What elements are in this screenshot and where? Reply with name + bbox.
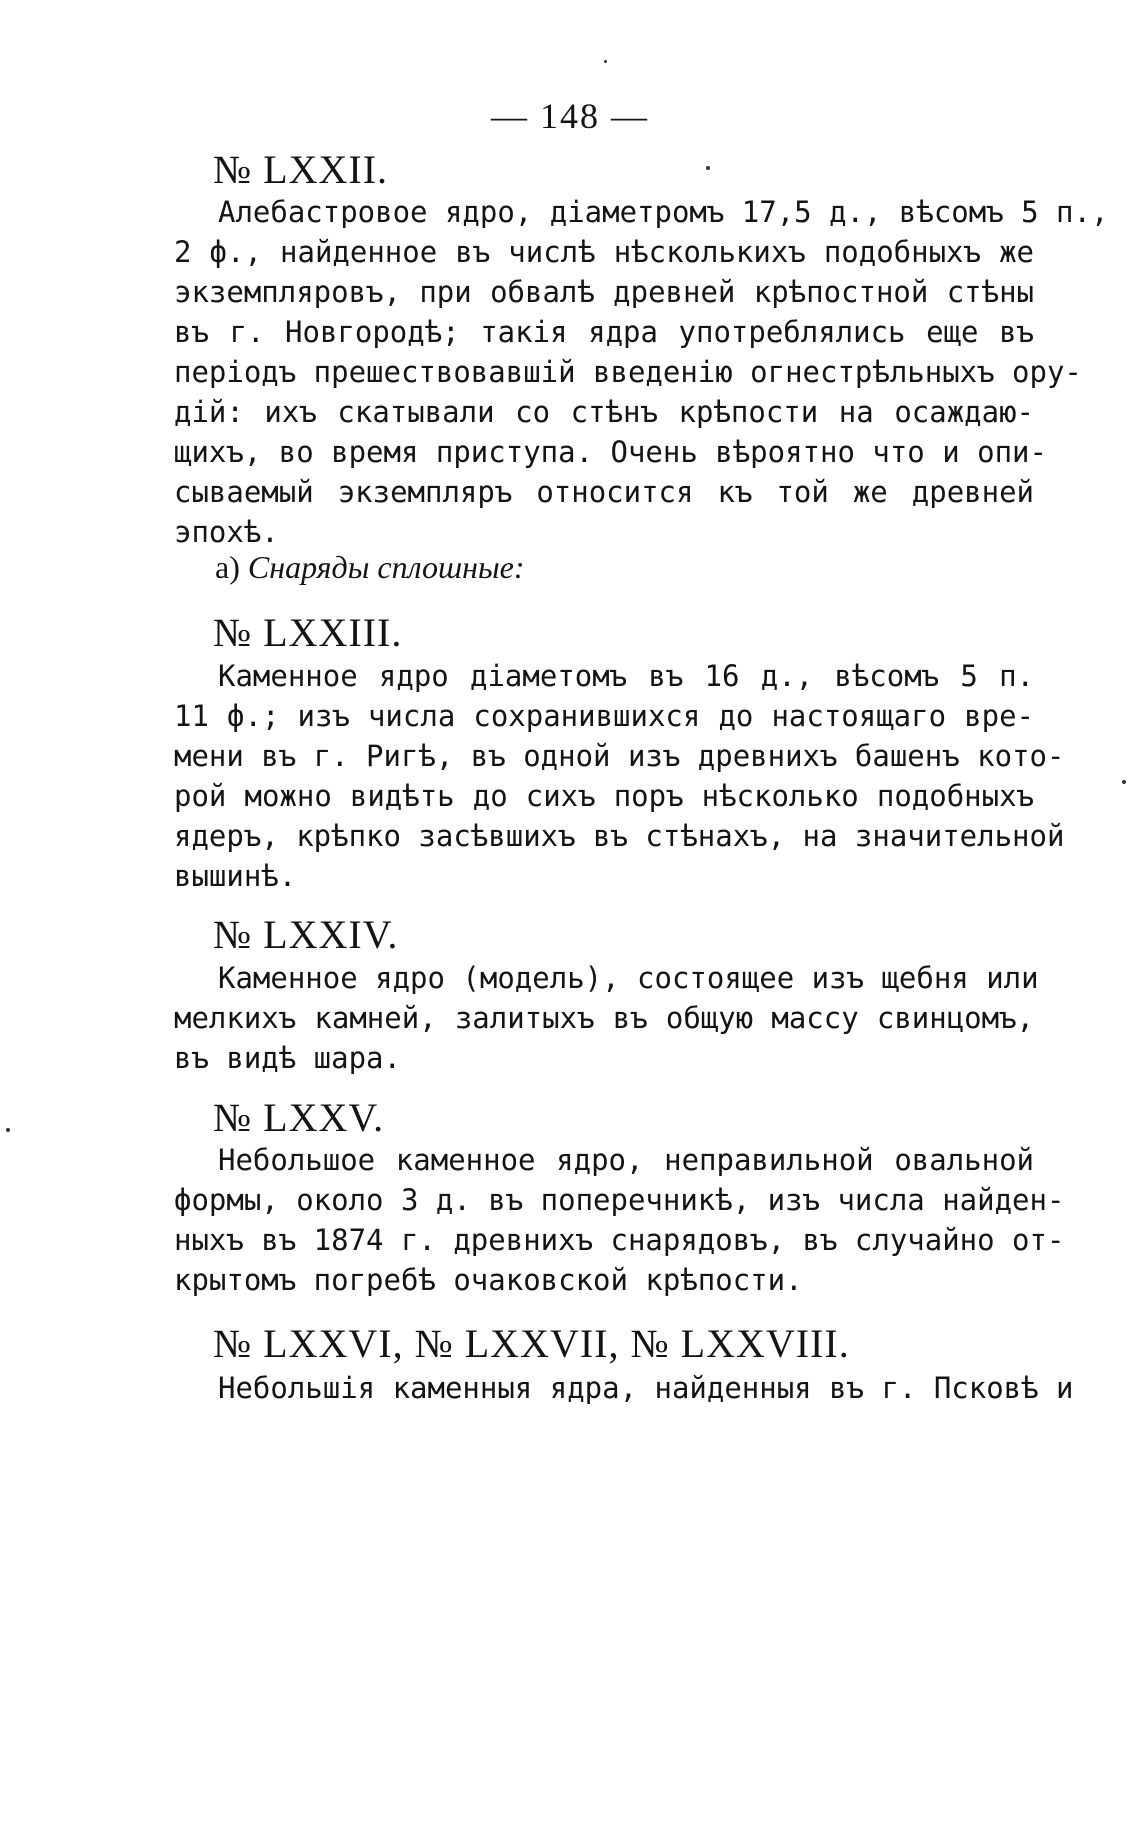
entry-lxxii-line: сываемый экземпляръ относится къ той же древней [174, 475, 1034, 509]
entry-lxxii-line: щихъ, во время приступа. Очень вѣроятно что и опи- [174, 435, 1047, 469]
scan-speck [604, 60, 607, 63]
entry-lxxv-line: формы, около 3 д. въ поперечникѣ, изъ числа найден- [174, 1183, 1065, 1217]
entry-lxxii-line: Алебастровое ядро, діаметромъ 17,5 д., вѣсомъ 5 п., [218, 195, 1109, 229]
entry-lxxiii-line: мени въ г. Ригѣ, въ одной изъ древнихъ башенъ кото- [174, 739, 1065, 773]
subheading-text: Снаряды сплошные: [247, 549, 525, 585]
entry-title-lxxii: № LXXII. [213, 147, 389, 192]
entry-lxxiv-line: въ видѣ шара. [174, 1041, 401, 1075]
entry-lxxii-line: эпохѣ. [174, 515, 279, 549]
page-number: — 148 — [491, 96, 649, 136]
entry-lxxiii-line: Каменное ядро діаметомъ въ 16 д., вѣсомъ 5 п. [218, 659, 1034, 693]
entry-lxxiii-line: ядеръ, крѣпко засѣвшихъ въ стѣнахъ, на значительной [174, 819, 1065, 853]
scan-speck [6, 1128, 10, 1132]
entry-title-lxxv: № LXXV. [213, 1095, 385, 1140]
entry-lxxiv-line: мелкихъ камней, залитыхъ въ общую массу свинцомъ, [174, 1001, 1034, 1035]
entry-title-lxxvi-lxxviii: № LXXVI, № LXXVII, № LXXVIII. [213, 1321, 850, 1366]
entry-lxxiii-line: вышинѣ. [174, 859, 297, 893]
entry-title-lxxiii: № LXXIII. [213, 610, 403, 655]
entry-lxxii-line: 2 ф., найденное въ числѣ нѣсколькихъ подобныхъ же [174, 235, 1034, 269]
entry-lxxiii-line: 11 ф.; изъ числа сохранившихся до настоящаго вре- [174, 699, 1034, 733]
scan-speck [1122, 780, 1126, 784]
subheading-prefix: а) [215, 549, 240, 585]
entry-lxxv-line: Небольшое каменное ядро, неправильной овальной [218, 1143, 1034, 1177]
entry-lxxii-line: періодъ прешествовавшій введенію огнестрѣльныхъ ору- [174, 355, 1082, 389]
entry-lxxv-line: ныхъ въ 1874 г. древнихъ снарядовъ, въ случайно от- [174, 1223, 1065, 1257]
scan-speck [706, 166, 710, 170]
entry-title-lxxiv: № LXXIV. [213, 912, 399, 957]
entry-lxxv-line: крытомъ погребѣ очаковской крѣпости. [174, 1263, 803, 1297]
entry-lxxii-line: дій: ихъ скатывали со стѣнъ крѣпости на осаждаю- [174, 395, 1034, 429]
entry-lxxii-line: экземпляровъ, при обвалѣ древней крѣпостной стѣны [174, 275, 1034, 309]
entry-lxxvi-line: Небольшія каменныя ядра, найденныя въ г. Псковѣ и [218, 1371, 1074, 1405]
entry-lxxiii-line: рой можно видѣть до сихъ поръ нѣсколько подобныхъ [174, 779, 1034, 813]
entry-lxxiv-line: Каменное ядро (модель), состоящее изъ щебня или [218, 961, 1039, 995]
section-subheading [215, 549, 525, 586]
entry-lxxii-line: въ г. Новгородѣ; такія ядра употреблялись еще въ [174, 315, 1034, 349]
